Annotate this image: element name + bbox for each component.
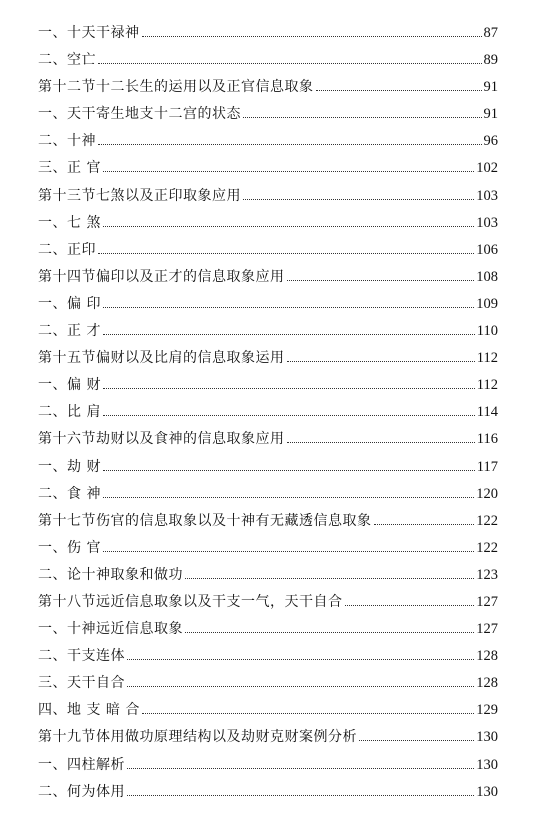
toc-entry-title: 二、空亡 [38, 52, 96, 69]
toc-entry[interactable] [38, 589, 498, 616]
toc-entry[interactable] [38, 399, 498, 426]
dot-leader [287, 280, 475, 281]
toc-entry[interactable] [38, 264, 498, 291]
toc-entry[interactable] [38, 535, 498, 562]
toc-entry-page-number: 109 [476, 295, 498, 312]
toc-entry[interactable] [38, 101, 498, 128]
toc-entry[interactable] [38, 74, 498, 101]
toc-entry-page-number: 108 [476, 268, 498, 285]
toc-entry-title: 一、四柱解析 [38, 756, 125, 773]
toc-entry-page-number: 116 [476, 431, 498, 448]
toc-entry-title: 第十九节体用做功原理结构以及劫财克财案例分析 [38, 729, 357, 746]
dot-leader [103, 415, 475, 416]
toc-entry-title: 第十三节七煞以及正印取象应用 [38, 187, 241, 204]
toc-entry[interactable] [38, 724, 498, 751]
toc-entry-page-number: 89 [483, 52, 498, 69]
toc-entry-title: 三、天干自合 [38, 675, 125, 692]
dot-leader [142, 36, 482, 37]
dot-leader [103, 470, 475, 471]
dot-leader [374, 524, 475, 525]
dot-leader [98, 144, 482, 145]
toc-entry[interactable] [38, 318, 498, 345]
toc-entry-page-number: 122 [476, 512, 498, 529]
toc-entry[interactable] [38, 697, 498, 724]
dot-leader [359, 740, 474, 741]
toc-entry[interactable] [38, 237, 498, 264]
toc-entry-title: 二、何为体用 [38, 783, 125, 800]
toc-entry[interactable] [38, 752, 498, 779]
toc-entry[interactable] [38, 291, 498, 318]
toc-entry-title: 第十二节十二长生的运用以及正官信息取象 [38, 79, 314, 96]
toc-entry-page-number: 123 [476, 566, 498, 583]
toc-entry[interactable] [38, 670, 498, 697]
toc-entry-page-number: 112 [476, 377, 498, 394]
dot-leader [243, 117, 482, 118]
toc-entry-page-number: 110 [476, 323, 498, 340]
toc-entry[interactable] [38, 47, 498, 74]
dot-leader [98, 253, 474, 254]
toc-entry-page-number: 87 [483, 25, 498, 41]
toc-entry-title: 二、论十神取象和做功 [38, 566, 183, 583]
toc-entry-title: 四、地 支 暗 合 [38, 702, 140, 719]
toc-entry-title: 第十五节偏财以及比肩的信息取象运用 [38, 350, 285, 367]
dot-leader [103, 307, 474, 308]
toc-entry-page-number: 128 [476, 675, 498, 692]
toc-entry-title: 二、食 神 [38, 485, 101, 502]
toc-entry-page-number: 91 [483, 79, 498, 96]
dot-leader [345, 605, 475, 606]
toc-entry[interactable] [38, 454, 498, 481]
toc-entry-title: 第十七节伤官的信息取象以及十神有无藏透信息取象 [38, 512, 372, 529]
table-of-contents [38, 20, 498, 806]
toc-entry-title: 第十八节远近信息取象以及干支一气，天干自合 [38, 593, 343, 610]
toc-entry[interactable] [38, 345, 498, 372]
dot-leader [127, 686, 474, 687]
toc-entry-title: 一、十天干禄神 [38, 25, 140, 41]
dot-leader [127, 659, 474, 660]
dot-leader [185, 632, 474, 633]
toc-entry[interactable] [38, 508, 498, 535]
toc-entry-title: 一、偏 印 [38, 295, 101, 312]
toc-entry[interactable] [38, 616, 498, 643]
toc-entry-title: 第十四节偏印以及正才的信息取象应用 [38, 268, 285, 285]
toc-entry[interactable] [38, 155, 498, 182]
toc-entry-title: 第十六节劫财以及食神的信息取象应用 [38, 431, 285, 448]
toc-entry-page-number: 128 [476, 648, 498, 665]
toc-entry-page-number: 112 [476, 350, 498, 367]
toc-entry[interactable] [38, 183, 498, 210]
dot-leader [287, 442, 475, 443]
dot-leader [103, 171, 474, 172]
dot-leader [103, 497, 474, 498]
toc-entry-title: 一、七 煞 [38, 214, 101, 231]
toc-entry-page-number: 91 [483, 106, 498, 123]
toc-entry-page-number: 114 [476, 404, 498, 421]
toc-entry-page-number: 130 [476, 756, 498, 773]
toc-entry-page-number: 102 [476, 160, 498, 177]
toc-entry-page-number: 106 [476, 241, 498, 258]
toc-entry-title: 二、干支连体 [38, 648, 125, 665]
toc-entry-page-number: 120 [476, 485, 498, 502]
toc-entry-title: 一、天干寄生地支十二宫的状态 [38, 106, 241, 123]
toc-entry[interactable] [38, 128, 498, 155]
toc-entry-page-number: 127 [476, 593, 498, 610]
toc-entry-title: 三、正 官 [38, 160, 101, 177]
dot-leader [127, 795, 474, 796]
dot-leader [103, 334, 475, 335]
toc-entry-title: 二、十神 [38, 133, 96, 150]
toc-entry[interactable] [38, 562, 498, 589]
toc-entry-page-number: 122 [476, 539, 498, 556]
toc-entry-page-number: 96 [483, 133, 498, 150]
dot-leader [103, 551, 474, 552]
toc-entry-page-number: 103 [476, 214, 498, 231]
toc-entry-title: 一、偏 财 [38, 377, 101, 394]
toc-entry-title: 一、十神远近信息取象 [38, 621, 183, 638]
dot-leader [127, 768, 474, 769]
dot-leader [142, 713, 474, 714]
toc-entry[interactable] [38, 643, 498, 670]
dot-leader [98, 63, 482, 64]
dot-leader [103, 388, 475, 389]
dot-leader [316, 90, 482, 91]
toc-entry-page-number: 127 [476, 621, 498, 638]
toc-entry[interactable] [38, 372, 498, 399]
dot-leader [287, 361, 475, 362]
toc-entry[interactable] [38, 20, 498, 47]
toc-entry-page-number: 129 [476, 702, 498, 719]
toc-entry-page-number: 130 [476, 729, 498, 746]
dot-leader [243, 199, 474, 200]
toc-entry-title: 二、比 肩 [38, 404, 101, 421]
toc-entry[interactable] [38, 210, 498, 237]
dot-leader [185, 578, 474, 579]
dot-leader [103, 226, 474, 227]
toc-entry-title: 一、伤 官 [38, 539, 101, 556]
toc-entry[interactable] [38, 426, 498, 453]
toc-entry-title: 二、正印 [38, 241, 96, 258]
toc-entry-page-number: 130 [476, 783, 498, 800]
toc-entry-title: 一、劫 财 [38, 458, 101, 475]
toc-entry-title: 二、正 才 [38, 323, 101, 340]
toc-entry[interactable] [38, 779, 498, 806]
toc-entry-page-number: 117 [476, 458, 498, 475]
toc-entry-page-number: 103 [476, 187, 498, 204]
toc-entry[interactable] [38, 481, 498, 508]
